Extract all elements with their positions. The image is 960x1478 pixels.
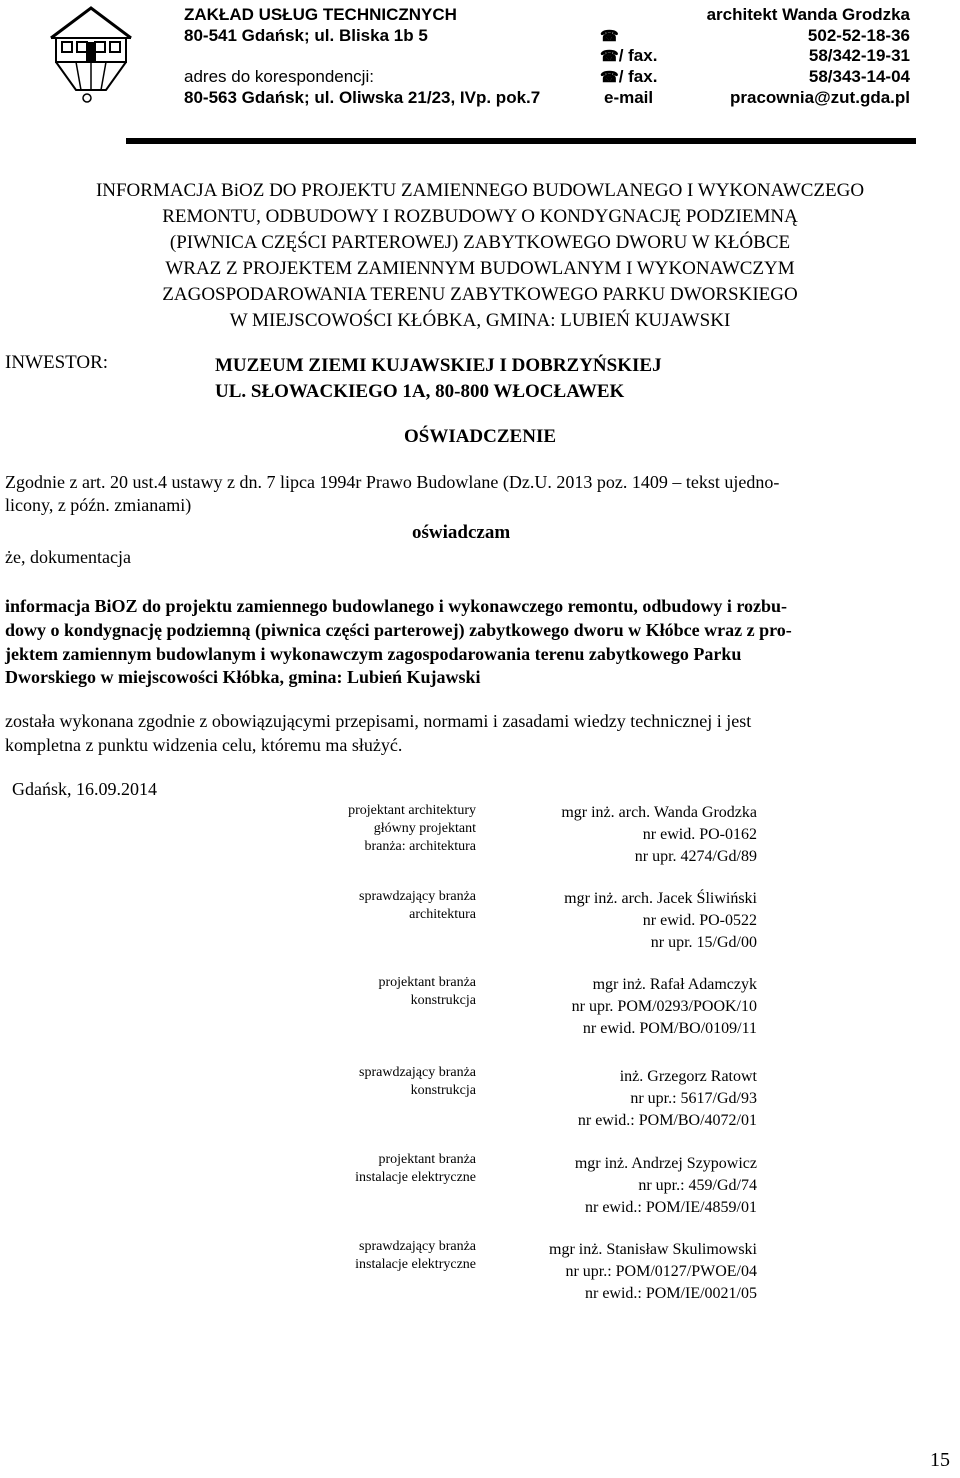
declare-word: oświadczam xyxy=(412,522,511,543)
doc-description-line-4: Dworskiego w miejscowości Kłóbka, gmina: Lubień Kujawski xyxy=(5,667,481,687)
phone-2: 58/342-19-31 xyxy=(808,46,910,65)
declaration-heading: OŚWIADCZENIE xyxy=(403,426,557,447)
signatory-reg-no: nr ewid.: POM/BO/4072/01 xyxy=(577,1112,757,1129)
signatory-role-line: projektant architektury xyxy=(348,803,476,818)
place-date: Gdańsk, 16.09.2014 xyxy=(12,779,157,799)
signatory-reg-no: nr ewid. PO-0522 xyxy=(642,912,757,929)
phone-label xyxy=(600,26,619,46)
signatory-role-line: instalacje elektryczne xyxy=(355,1257,476,1272)
signatory-role-line: sprawdzający branża xyxy=(359,1239,476,1254)
title-line-3: (PIWNICA CZĘŚCI PARTEROWEJ) ZABYTKOWEGO DWORU W KŁÓBCE xyxy=(169,232,791,253)
signatory-role-line: sprawdzający branża xyxy=(359,1065,476,1080)
signatory-license-no: nr upr. POM/0293/POOK/10 xyxy=(571,998,757,1015)
page-number: 15 xyxy=(930,1449,950,1471)
signatory-role-line: projektant branża xyxy=(378,1152,476,1167)
signatory-name: inż. Grzegorz Ratowt xyxy=(619,1068,757,1085)
signatory-license-no: nr upr.: POM/0127/PWOE/04 xyxy=(565,1263,757,1280)
investor-name: MUZEUM ZIEMI KUJAWSKIEJ I DOBRZYŃSKIEJ xyxy=(215,355,662,376)
signatory-role-line: projektant branża xyxy=(378,975,476,990)
signatory-name: mgr inż. Rafał Adamczyk xyxy=(592,976,757,993)
phone-3: 58/343-14-04 xyxy=(808,67,910,86)
title-line-5: ZAGOSPODAROWANIA TERENU ZABYTKOWEGO PARKU DWORSKIEGO xyxy=(162,284,798,305)
signatory-reg-no: nr ewid.: POM/IE/0021/05 xyxy=(585,1285,757,1302)
fax-label-1: ☎/ fax. xyxy=(600,46,658,65)
signatory-role-line: instalacje elektryczne xyxy=(355,1170,476,1185)
email-address: pracownia@zut.gda.pl xyxy=(730,88,910,107)
phone-icon: ☎ xyxy=(600,69,619,86)
signatory-license-no: nr upr.: 459/Gd/74 xyxy=(638,1177,757,1194)
title-line-6: W MIEJSCOWOŚCI KŁÓBKA, GMINA: LUBIEŃ KUJAWSKI xyxy=(229,310,731,331)
signatory-role-line: architektura xyxy=(409,907,476,922)
legal-basis-line-2: licony, z późn. zmianami) xyxy=(5,495,192,515)
title-line-2: REMONTU, ODBUDOWY I ROZBUDOWY O KONDYGNACJĘ PODZIEMNĄ xyxy=(162,206,798,227)
investor-address: UL. SŁOWACKIEGO 1A, 80-800 WŁOCŁAWEK xyxy=(215,381,625,402)
fax-label-2: ☎/ fax. xyxy=(600,67,658,86)
that-documentation: że, dokumentacja xyxy=(5,547,131,567)
signatory-name: mgr inż. arch. Wanda Grodzka xyxy=(561,804,757,821)
email-label: e-mail xyxy=(604,88,654,107)
title-line-1: INFORMACJA BiOZ DO PROJEKTU ZAMIENNEGO BUDOWLANEGO I WYKONAWCZEGO xyxy=(95,180,865,201)
signatory-reg-no: nr ewid.: POM/IE/4859/01 xyxy=(585,1199,757,1216)
signatory-role-line: branża: architektura xyxy=(364,839,476,854)
correspondence-address: 80-563 Gdańsk; ul. Oliwska 21/23, IVp. pok.7 xyxy=(184,88,541,107)
investor-label: INWESTOR: xyxy=(5,352,109,373)
signatory-license-no: nr upr. 15/Gd/00 xyxy=(650,934,757,951)
signatory-role-line: główny projektant xyxy=(373,821,476,836)
signatory-name: mgr inż. Andrzej Szypowicz xyxy=(574,1155,757,1172)
signatory-license-no: nr upr.: 5617/Gd/93 xyxy=(630,1090,757,1107)
signatory-role-line: konstrukcja xyxy=(410,1083,476,1098)
phone-icon: ☎ xyxy=(600,48,619,65)
signatory-role-line: konstrukcja xyxy=(410,993,476,1008)
signatory-license-no: nr upr. 4274/Gd/89 xyxy=(634,848,757,865)
company-address: 80-541 Gdańsk; ul. Bliska 1b 5 xyxy=(184,26,428,45)
phone-1: 502-52-18-36 xyxy=(807,26,910,45)
closing-line-2: kompletna z punktu widzenia celu, któremu ma służyć. xyxy=(5,735,403,755)
signatory-reg-no: nr ewid. PO-0162 xyxy=(642,826,757,843)
company-logo xyxy=(46,4,136,104)
signatory-reg-no: nr ewid. POM/BO/0109/11 xyxy=(582,1020,757,1037)
legal-basis-line-1: Zgodnie z art. 20 ust.4 ustawy z dn. 7 lipca 1994r Prawo Budowlane (Dz.U. 2013 poz. 1409 – tekst ujedno- xyxy=(5,472,780,492)
phone-icon: ☎ xyxy=(600,28,619,45)
signatory-role-line: sprawdzający branża xyxy=(359,889,476,904)
architect-name: architekt Wanda Grodzka xyxy=(706,5,910,24)
company-name: ZAKŁAD USŁUG TECHNICZNYCH xyxy=(184,5,457,24)
doc-description-line-1: informacja BiOZ do projektu zamiennego budowlanego i wykonawczego remontu, odbudowy i rozbu- xyxy=(5,596,788,616)
signatory-name: mgr inż. Stanisław Skulimowski xyxy=(549,1241,757,1258)
header-divider xyxy=(126,138,916,144)
doc-description-line-3: jektem zamiennym budowlanym i wykonawczym zagospodarowania terenu zabytkowego Parku xyxy=(5,644,742,664)
doc-description-line-2: dowy o kondygnację podziemną (piwnica części parterowej) zabytkowego dworu w Kłóbce wraz z pro- xyxy=(5,620,792,640)
title-line-4: WRAZ Z PROJEKTEM ZAMIENNYM BUDOWLANYM I WYKONAWCZYM xyxy=(165,258,795,279)
closing-line-1: została wykonana zgodnie z obowiązującymi przepisami, normami i zasadami wiedzy technicznej i jest xyxy=(5,711,752,731)
correspondence-label: adres do korespondencji: xyxy=(184,67,374,86)
signatory-name: mgr inż. arch. Jacek Śliwiński xyxy=(564,890,757,907)
